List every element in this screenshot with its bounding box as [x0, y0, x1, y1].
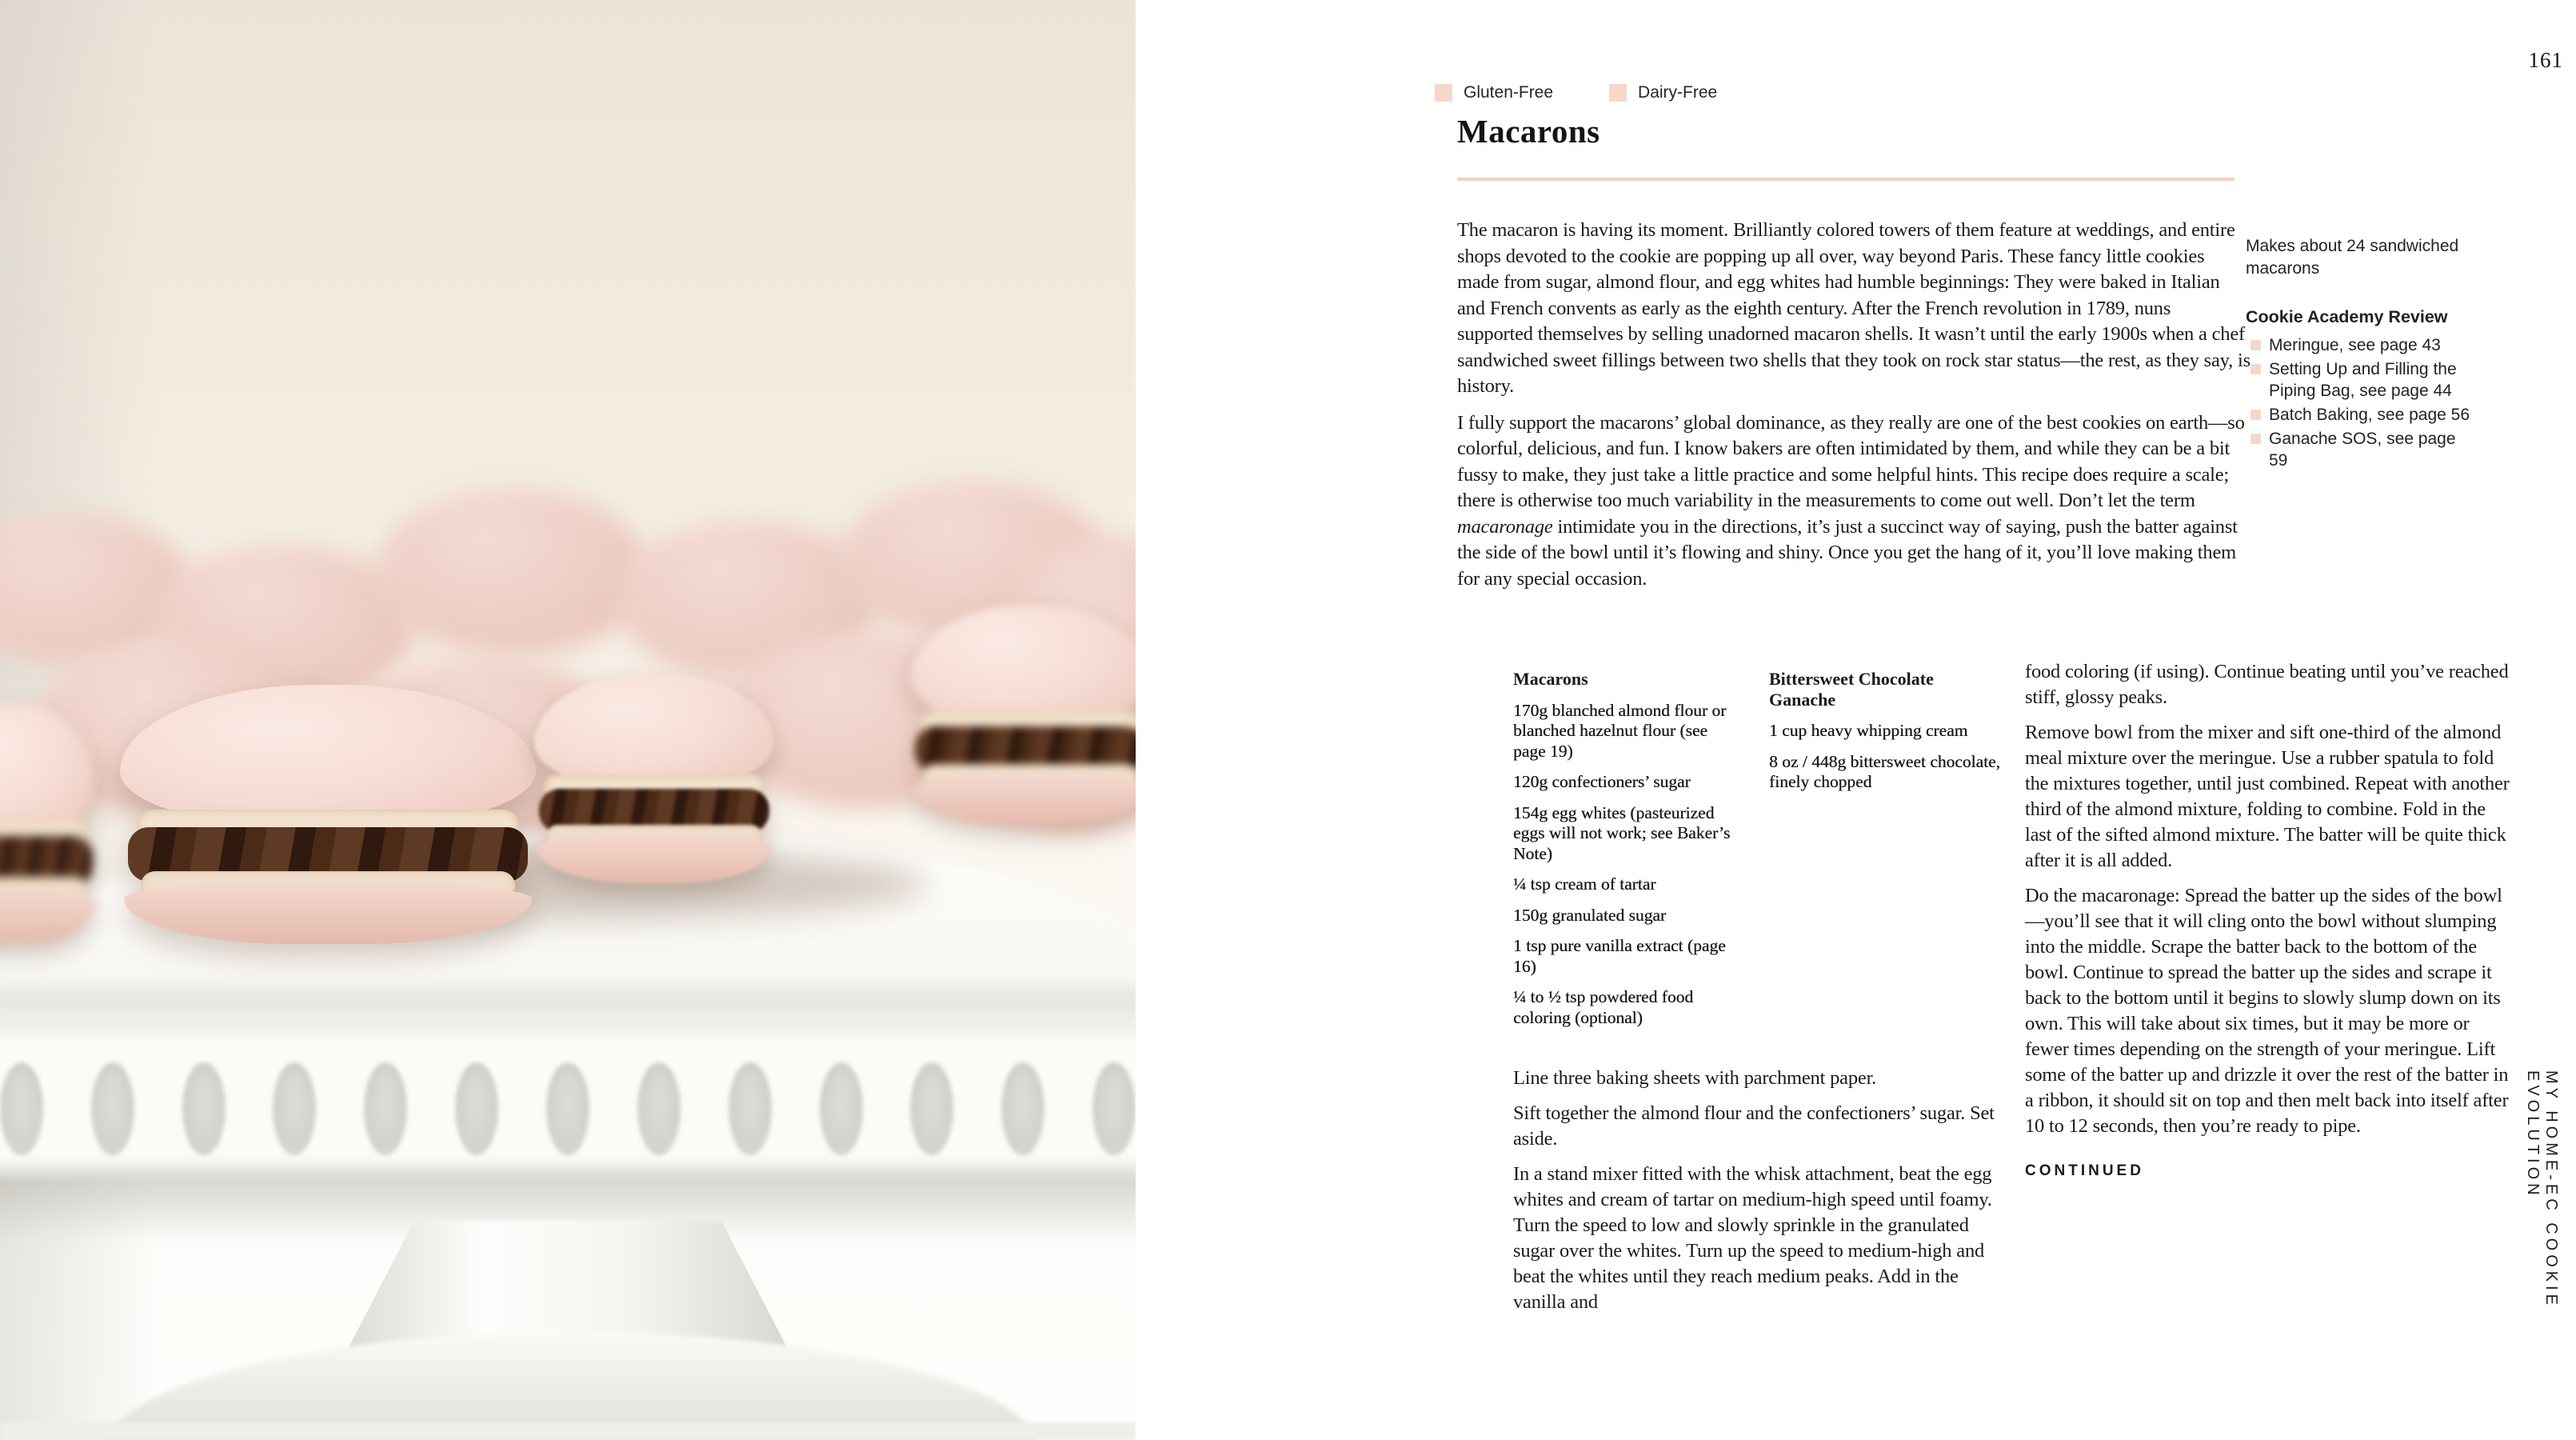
review-item — [2246, 404, 2495, 426]
pink-square-icon — [2251, 434, 2261, 444]
macaron-bottom-shell — [913, 775, 1136, 826]
pink-square-icon — [1609, 84, 1627, 102]
rim-hole — [364, 1062, 407, 1155]
macaron-bottom-shell — [124, 884, 532, 944]
macaron-top-shell — [910, 605, 1136, 726]
rim-hole — [1001, 1062, 1044, 1155]
pink-square-icon — [2251, 340, 2261, 350]
review-item — [2246, 358, 2495, 402]
ingredient: 1 cup heavy whipping cream — [1769, 721, 1968, 740]
ingredients-ganache — [1769, 669, 2004, 803]
title-divider — [1457, 178, 2235, 181]
intro-paragraph-1: The macaron is having its moment. Brilliantly colored towers of them feature at weddings, and entire shops devoted to the cookie are popping up all over, way beyond Paris. These fancy little cookies made from sugar, almond flour, and egg whites had humble beginnings: They were baked in Italian and French convents as early as the eighth century. After the French revolution in 1789, nuns supported themselves by selling unadorned macaron shells. It wasn’t until the early 1900s when a chef sandwiched sweet fillings between two shells that they took on rock star status—the rest, as they say, is history. — [1457, 219, 2251, 397]
review-item-label: Batch Baking, see page 56 — [2269, 406, 2470, 424]
rim-hole — [729, 1062, 772, 1155]
direction-step: food coloring (if using). Continue beating until you’ve reached stiff, glossy peaks. — [2025, 661, 2509, 708]
review-item-label: Ganache SOS, see page 59 — [2269, 430, 2456, 470]
macaron-photo — [0, 0, 1136, 1440]
macaron-hero — [120, 685, 536, 944]
badge-label: Gluten-Free — [1464, 83, 1554, 102]
ingredient: 154g egg whites (pasteurized eggs will not work; see Baker’s Note) — [1513, 802, 1731, 863]
diet-badges — [1435, 83, 1773, 102]
ingredient: ¼ tsp cream of tartar — [1513, 874, 1656, 894]
ingredient: 150g granulated sugar — [1513, 905, 1667, 925]
directions-column-right — [2025, 659, 2513, 1184]
chapter-spine-text: MY HOME-EC COOKIE EVOLUTION — [2524, 1070, 2560, 1309]
directions-column-left — [1513, 1066, 1998, 1325]
rim-hole — [273, 1062, 316, 1155]
review-item-label: Meringue, see page 43 — [2269, 336, 2441, 354]
macaron-right-clipped — [910, 605, 1136, 826]
ingredients-heading: Bittersweet Chocolate Ganache — [1769, 669, 1934, 710]
macaron-bottom-shell — [0, 889, 94, 944]
recipe-page — [1136, 0, 2576, 1440]
badge-dairy-free — [1609, 83, 1717, 102]
rim-hole — [820, 1062, 863, 1155]
rim-hole — [546, 1062, 589, 1155]
page-number: 161 — [2528, 48, 2563, 72]
macaron-bottom-shell — [537, 835, 772, 883]
review-item — [2246, 428, 2495, 471]
pink-square-icon — [2251, 364, 2261, 374]
cake-stand-pierced-rim — [0, 1038, 1136, 1178]
ingredient: 1 tsp pure vanilla extract (page 16) — [1513, 936, 1726, 976]
recipe-introduction — [1457, 218, 2251, 602]
direction-step: Do the macaronage: Spread the batter up the sides of the bowl—you’ll see that it will cling onto the bowl without slumping into the middle. Scrape the batter back to the bottom of the bowl. Continue to spread the batter up the sides and scrape it back to the bottom until it begins to slowly slump down on its own. This will take about six times, but it may be more or fewer times depending on the strength of your meringue. Lift some of the batter up and drizzle it over the rest of the batter in a ribbon, it should sit on top and then melt back into itself after 10 to 12 seconds, then you’re ready to pipe. — [2025, 885, 2509, 1137]
italic-term: macaronage — [1457, 515, 1553, 538]
ingredient: 8 oz / 448g bittersweet chocolate, finely chopped — [1769, 751, 2000, 791]
blurred-macaron — [376, 488, 648, 656]
direction-step: Sift together the almond flour and the confectioners’ sugar. Set aside. — [1513, 1102, 1995, 1150]
ingredient: ¼ to ½ tsp powdered food coloring (optional) — [1513, 987, 1694, 1027]
rim-hole — [910, 1062, 953, 1155]
ingredients-macarons — [1513, 669, 1732, 1038]
macaron-top-shell — [120, 685, 536, 827]
direction-step: In a stand mixer fitted with the whisk attachment, beat the egg whites and cream of tartar on medium-high speed until foamy. Turn the speed to low and slowly sprinkle in the granulated sugar over the whites. Turn up the speed to medium-high and beat the whites until they reach medium peaks. Add in the vanilla and — [1513, 1163, 1992, 1313]
rim-hole — [0, 1062, 43, 1155]
macaron-left-clipped — [0, 704, 96, 944]
direction-step: Line three baking sheets with parchment paper. — [1513, 1067, 1877, 1089]
macaron-mid — [534, 674, 774, 883]
rim-hole — [637, 1062, 681, 1155]
rim-hole — [1092, 1062, 1136, 1155]
badge-gluten-free — [1435, 83, 1553, 102]
ingredients-heading: Macarons — [1513, 669, 1588, 689]
ingredient: 120g confectioners’ sugar — [1513, 772, 1691, 791]
review-item-label: Setting Up and Filling the Piping Bag, see page 44 — [2269, 360, 2457, 400]
recipe-title: Macarons — [1457, 113, 1600, 150]
badge-label: Dairy-Free — [1638, 83, 1718, 102]
macaron-top-shell — [534, 674, 774, 789]
continued-label: CONTINUED — [2025, 1162, 2144, 1179]
ingredient: 170g blanched almond flour or blanched hazelnut flour (see page 19) — [1513, 700, 1727, 761]
table-surface — [0, 1422, 1136, 1440]
yield-note: Makes about 24 sandwiched macarons — [2246, 237, 2459, 278]
rim-hole — [182, 1062, 226, 1155]
recipe-sidebar — [2246, 235, 2495, 474]
rim-hole — [455, 1062, 498, 1155]
intro-paragraph-2: I fully support the macarons’ global dominance, as they really are one of the best cookies on earth—so colorful, delicious, and fun. I know bakers are often intimidated by them, and while they can be a bit fussy to make, they just take a little practice and some helpful hints. This recipe does require a scale; there is otherwise too much variability in the measurements to come out well. Don’t let the term macaronage intimidate you in the directions, it’s just a succinct way of saying, push the batter against the side of the bowl until it’s flowing and shiny. Once you get the hang of it, you’ll love making them for any special occasion. — [1457, 411, 2245, 590]
review-heading: Cookie Academy Review — [2246, 307, 2448, 326]
rim-hole — [91, 1062, 134, 1155]
macaron-top-shell — [0, 704, 96, 836]
direction-step: Remove bowl from the mixer and sift one-third of the almond meal mixture over the meringue. Use a rubber spatula to fold the mixtures together, until just combined. Repeat with another third of the almond mixture, folding to combine. Fold in the last of the sifted almond mixture. The batter will be quite thick after it is all added. — [2025, 722, 2510, 871]
pink-square-icon — [1435, 84, 1452, 102]
pink-square-icon — [2251, 410, 2261, 420]
review-item — [2246, 334, 2495, 356]
